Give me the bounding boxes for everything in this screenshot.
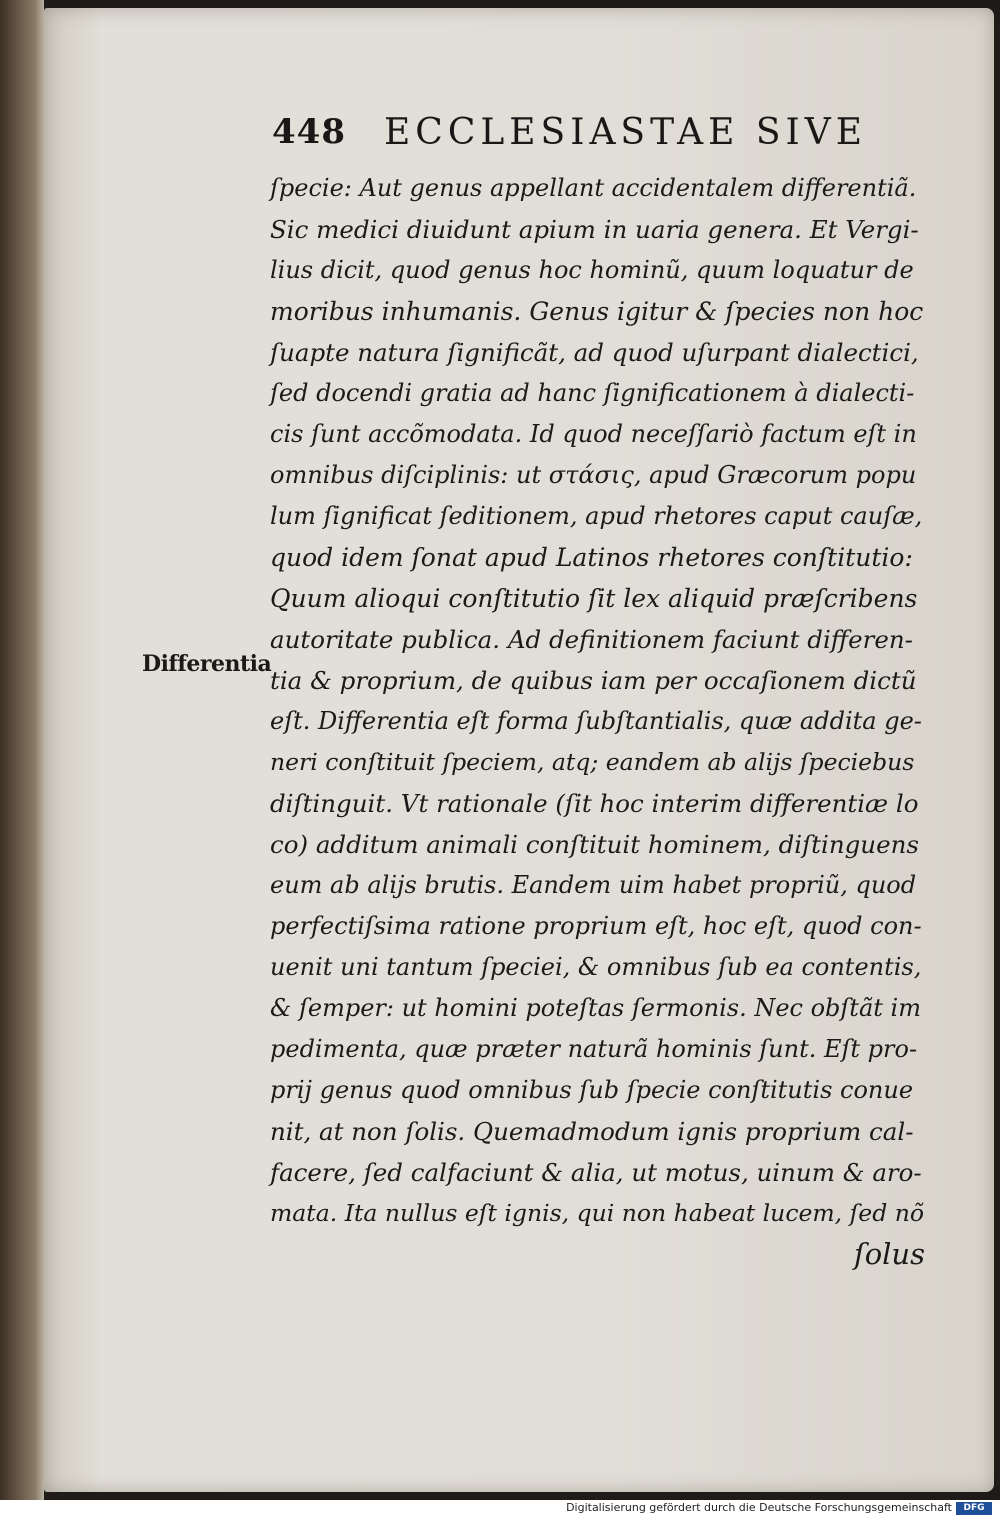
text-line: quod idem ſonat apud Latinos rhetores conſtitutio: bbox=[270, 543, 913, 572]
text-line: uenit uni tantum ſpeciei, & omnibus ſub ea contentis, bbox=[270, 953, 922, 981]
text-line: pedimenta, quæ præter naturã hominis ſunt. Eſt pro- bbox=[270, 1035, 918, 1063]
running-head: ECCLESIASTAE SIVE bbox=[384, 112, 868, 153]
text-line: Quum alioqui conſtitutio ſit lex aliquid præſcribens bbox=[270, 584, 918, 613]
text-line: ſuapte natura ſignificãt, ad quod uſurpant dialectici, bbox=[270, 338, 919, 367]
text-line: neri conſtituit ſpeciem, atq; eandem ab alijs ſpeciebus bbox=[270, 748, 915, 776]
text-line: cis ſunt accõmodata. Id quod neceſſariò factum eſt in bbox=[270, 420, 917, 448]
book-spine bbox=[0, 0, 44, 1500]
text-line: moribus inhumanis. Genus igitur & ſpecies non hoc bbox=[270, 297, 924, 326]
text-line: facere, ſed calfaciunt & alia, ut motus, uinum & aro- bbox=[270, 1158, 922, 1187]
margin-note: Differentia bbox=[142, 651, 272, 677]
text-line: prij genus quod omnibus ſub ſpecie conſtitutis conue bbox=[270, 1076, 914, 1104]
text-line: eſt. Differentia eſt forma ſubſtantialis, quæ addita ge- bbox=[270, 707, 922, 735]
text-line: mata. Ita nullus eſt ignis, qui non habeat lucem, ſed nõ bbox=[270, 1199, 925, 1227]
text-line: eum ab alijs brutis. Eandem uim habet propriũ, quod bbox=[270, 871, 917, 899]
text-line: omnibus diſciplinis: ut στάσις, apud Græcorum popu bbox=[270, 461, 917, 489]
text-line: & ſemper: ut homini poteſtas ſermonis. Nec obſtãt im bbox=[270, 994, 921, 1022]
text-line: autoritate publica. Ad definitionem faciunt differen- bbox=[270, 625, 913, 654]
text-line: tia & proprium, de quibus iam per occaſionem dictũ bbox=[270, 666, 917, 695]
text-line: co) additum animali conſtituit hominem, diſtinguens bbox=[270, 830, 919, 859]
page-number: 448 bbox=[272, 112, 346, 152]
text-line: ſpecie: Aut genus appellant accidentalem differentiã. bbox=[270, 174, 917, 202]
page-header bbox=[272, 112, 932, 156]
text-line: nit, at non ſolis. Quemadmodum ignis proprium cal- bbox=[270, 1117, 914, 1146]
dfg-logo: DFG bbox=[956, 1502, 992, 1515]
footer bbox=[0, 1500, 1000, 1518]
text-line: Sic medici diuidunt apium in uaria genera. Et Vergi- bbox=[270, 215, 919, 244]
body-text bbox=[270, 168, 925, 1275]
text-line: perfectiſsima ratione proprium eſt, hoc eſt, quod con- bbox=[270, 912, 922, 940]
catchword-line: ſolus bbox=[853, 1237, 925, 1271]
footer-credit: Digitalisierung gefördert durch die Deutsche Forschungsgemeinschaft bbox=[566, 1501, 952, 1514]
text-line: lum ſignificat ſeditionem, apud rhetores caput cauſæ, bbox=[270, 502, 923, 530]
text-line: ſed docendi gratia ad hanc ſignificationem à dialecti- bbox=[270, 379, 915, 407]
text-line: diſtinguit. Vt rationale (ſit hoc interim differentiæ lo bbox=[270, 789, 919, 818]
text-line: lius dicit, quod genus hoc hominũ, quum loquatur de bbox=[270, 256, 914, 284]
